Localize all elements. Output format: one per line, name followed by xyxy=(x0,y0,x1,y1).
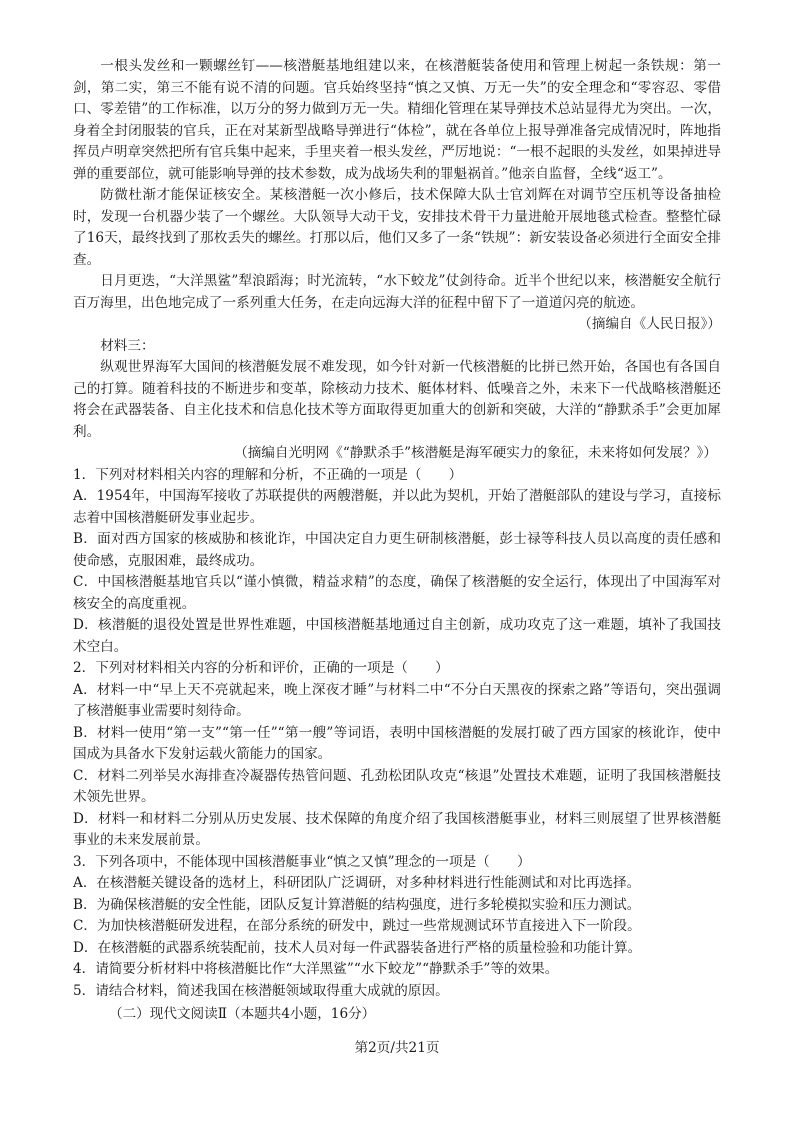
option-d: D．在核潜艇的武器系统装配前，技术人员对每一件武器装备进行严格的质量检验和功能计算。 xyxy=(73,939,642,956)
material3-source: （摘编自光明网《“静默杀手”核潜艇是海军硬实力的象征，未来将如何发展？》） xyxy=(234,445,717,461)
question-1 xyxy=(73,465,721,659)
material3-heading: 材料三： xyxy=(100,337,155,354)
section-heading: （二）现代文阅读Ⅱ（本题共4小题，16分） xyxy=(109,1006,376,1022)
question-4: 4．请简要分析材料中将核潜艇比作“大洋黑鲨”“水下蛟龙”“静默杀手”等的效果。 xyxy=(73,961,559,977)
option-c: C．为加快核潜艇研发进程，在部分系统的研发中，跳过一些常规测试环节直接进入下一阶段。 xyxy=(73,918,641,934)
material2-paragraph-2: 防微杜渐才能保证核安全。某核潜艇一次小修后，技术保障大队士官刘辉在对调节空压机等设备抽检时，发现一台机器少装了一个螺丝。大队领导大动干戈，安排技术骨干力量进舱开展地毯式检查。整整忙碌了16天，最终找到了那枚丢失的螺丝。打那以后，他们又多了一条“铁规”：新安装设备必须进行全面安全排查。 xyxy=(73,187,721,268)
option-a: A．材料一中“早上天不亮就起来，晚上深夜才睡”与材料二中“不分白天黑夜的探索之路”等语句，突出强调了核潜艇事业需要时刻待命。 xyxy=(73,681,721,719)
option-d: D．材料一和材料二分别从历史发展、技术保障的角度介绍了我国核潜艇事业，材料三则展望了世界核潜艇事业的未来发展前景。 xyxy=(73,810,721,848)
material2-source: （摘编自《人民日报》） xyxy=(578,316,721,332)
question-3 xyxy=(73,852,721,960)
question-2 xyxy=(73,658,721,852)
option-c: C．中国核潜艇基地官兵以“谨小慎微，精益求精”的态度，确保了核潜艇的安全运行，体现出了中国海军对核安全的高度重视。 xyxy=(73,574,721,612)
option-c: C．材料二列举吴水海排查冷凝器传热管问题、孔劲松团队攻克“核退”处置技术难题，证明了我国核潜艇技术领先世界。 xyxy=(73,767,721,805)
question-stem: 3．下列各项中，不能体现中国核潜艇事业“慎之又慎”理念的一项是（ ） xyxy=(73,853,531,870)
material2-paragraph-3: 日月更迭，“大洋黑鲨”犁浪蹈海；时光流转，“水下蛟龙”仗剑待命。近半个世纪以来，核潜艇安全航行百万海里，出色地完成了一系列重大任务，在走向远海大洋的征程中留下了一道道闪亮的航迹。 xyxy=(73,273,721,311)
material3-paragraph: 纵观世界海军大国间的核潜艇发展不难发现，如今针对新一代核潜艇的比拼已然开始，各国也有各国自己的打算。随着科技的不断进步和变革，除核动力技术、艇体材料、低噪音之外，未来下一代战略核潜艇还将会在武器装备、自主化技术和信息化技术等方面取得更加重大的创新和突破，大洋的“静默杀手”会更加犀利。 xyxy=(73,359,721,440)
option-b: B．为确保核潜艇的安全性能，团队反复计算潜艇的结构强度，进行多轮模拟实验和压力测试。 xyxy=(73,896,641,913)
page-footer: 第2页/共21页 xyxy=(354,1040,440,1056)
material2-paragraph-1: 一根头发丝和一颗螺丝钉——核潜艇基地组建以来，在核潜艇装备使用和管理上树起一条铁规：第一剑，第二实，第三不能有说不清的问题。官兵始终坚持“慎之又慎、万无一失”的安全理念和“零容忍、零借口、零差错”的工作标准，以万分的努力做到万无一失。精细化管理在某导弹技术总站显得尤为突出。一次，身着全封闭服装的官兵，正在对某新型战略导弹进行“体检”，就在各单位上报导弹准备完成情况时，阵地指挥员卢明章突然把所有官兵集中起来，手里夹着一根头发丝，严厉地说：“一根不起眼的头发丝，如果掉进导弹的重要部位，就可能影响导弹的技术参数，成为战场失利的罪魁祸首。”他亲自监督，全线“返工”。 xyxy=(73,58,721,182)
question-stem: 2．下列对材料相关内容的分析和评价，正确的一项是（ ） xyxy=(73,660,449,676)
option-a: A．1954年，中国海军接收了苏联提供的两艘潜艇，并以此为契机，开始了潜艇部队的建设与学习，直接标志着中国核潜艇研发事业起步。 xyxy=(73,488,721,526)
question-stem: 1．下列对材料相关内容的理解和分析，不正确的一项是（ ） xyxy=(73,466,463,483)
option-d: D．核潜艇的退役处置是世界性难题，中国核潜艇基地通过自主创新，成功攻克了这一难题，填补了我国技术空白。 xyxy=(73,617,721,655)
option-b: B．面对西方国家的核威胁和核讹诈，中国决定自力更生研制核潜艇，彭士禄等科技人员以高度的责任感和使命感，克服困难，最终成功。 xyxy=(73,531,721,569)
page-content xyxy=(73,56,721,1026)
question-5: 5．请结合材料，简述我国在核潜艇领域取得重大成就的原因。 xyxy=(73,982,449,999)
option-b: B．材料一使用“第一支”“第一任”“第一艘”等词语，表明中国核潜艇的发展打破了西方国家的核讹诈，使中国成为具备水下发射运载火箭能力的国家。 xyxy=(73,724,721,762)
option-a: A．在核潜艇关键设备的选材上，科研团队广泛调研，对多种材料进行性能测试和对比再选择。 xyxy=(73,875,641,891)
